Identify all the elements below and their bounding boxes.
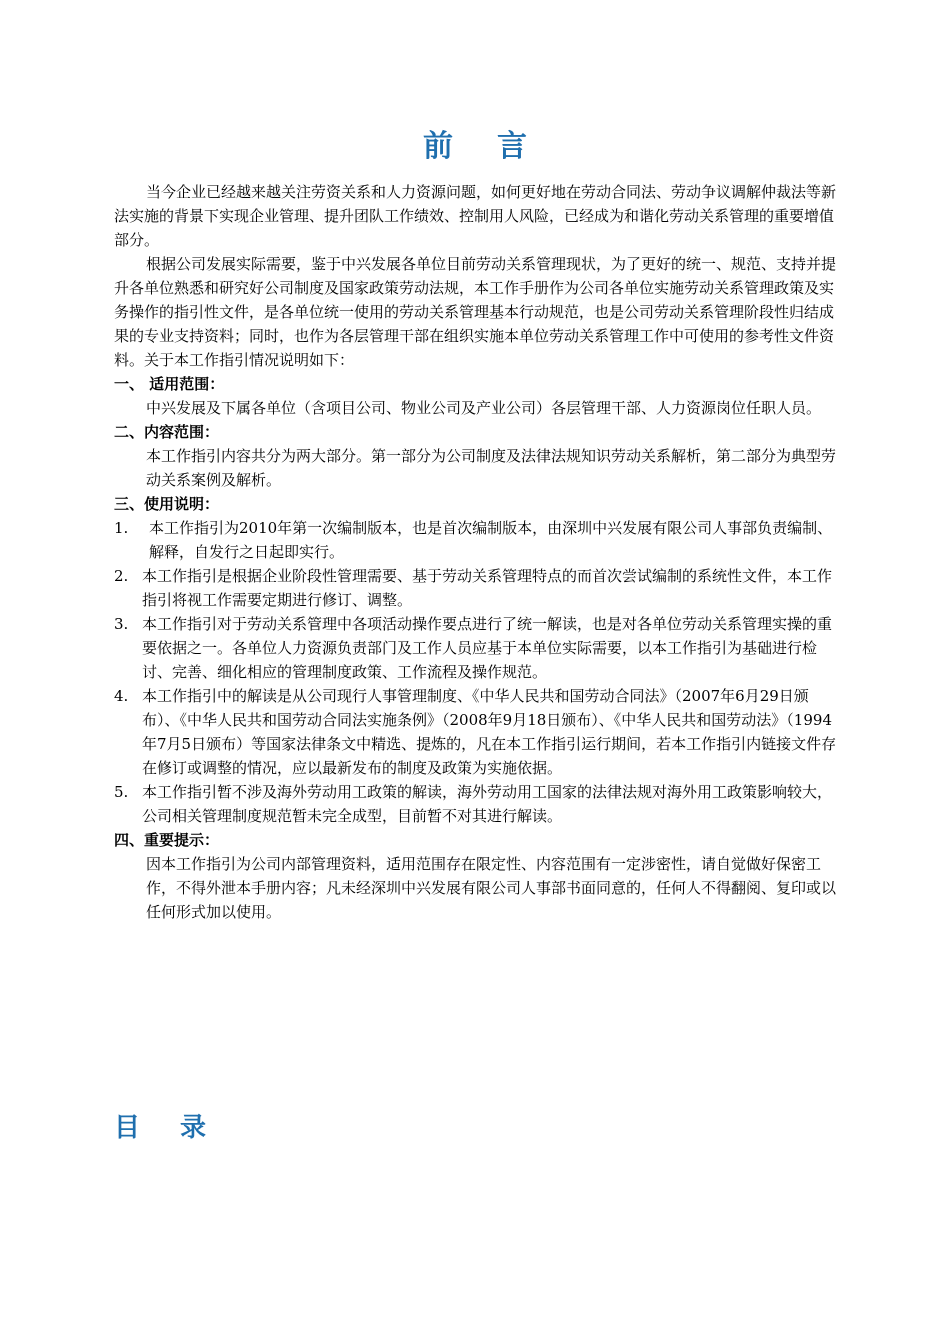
section-heading-content: 二、内容范围： bbox=[114, 423, 220, 441]
intro-paragraph-1: 当今企业已经越来越关注劳资关系和人力资源问题，如何更好地在劳动合同法、劳动争议调解仲裁法等新法实施的背景下实现企业管理、提升团队工作绩效、控制用人风险，已经成为和谐化劳动关系管理的重要增值部分。 bbox=[114, 183, 837, 249]
page-title: 前言 bbox=[423, 129, 571, 164]
list-item-text: 本工作指引为2010年第一次编制版本，也是首次编制版本，由深圳中兴发展有限公司人事部负责编制、解释，自发行之日起即实行。 bbox=[149, 519, 833, 561]
intro-paragraph-2: 根据公司发展实际需要，鉴于中兴发展各单位目前劳动关系管理现状，为了更好的统一、规范、支持并提升各单位熟悉和研究好公司制度及国家政策劳动法规，本工作手册作为公司各单位实施劳动关系管理政策及实务操作的指引性文件，是各单位统一使用的劳动关系管理基本行动规范，也是公司劳动关系管理阶段性归结成果的专业支持资料；同时，也作为各层管理干部在组织实施本单位劳动关系管理工作中可使用的参考性文件资料。关于本工作指引情况说明如下： bbox=[114, 255, 837, 369]
preface-content bbox=[114, 180, 839, 924]
list-item-number: 4. bbox=[114, 687, 129, 705]
list-item bbox=[114, 564, 839, 612]
list-item bbox=[114, 516, 839, 564]
section-text-content: 本工作指引内容共分为两大部分。第一部分为公司制度及法律法规知识劳动关系解析，第二部分为典型劳动关系案例及解析。 bbox=[146, 447, 837, 489]
section-heading-usage: 三、使用说明： bbox=[114, 495, 220, 513]
list-item-number: 5. bbox=[114, 783, 129, 801]
list-item bbox=[114, 780, 839, 828]
list-item-number: 1. bbox=[114, 519, 129, 537]
section-heading-scope: 一、 适用范围： bbox=[114, 375, 225, 393]
section-text-scope: 中兴发展及下属各单位（含项目公司、物业公司及产业公司）各层管理干部、人力资源岗位任职人员。 bbox=[146, 399, 822, 417]
section-text-notice: 因本工作指引为公司内部管理资料，适用范围存在限定性、内容范围有一定涉密性，请自觉做好保密工作，不得外泄本手册内容；凡未经深圳中兴发展有限公司人事部书面同意的，任何人不得翻阅、复印或以任何形式加以使用。 bbox=[146, 855, 837, 921]
list-item bbox=[114, 684, 839, 780]
list-item-number: 3. bbox=[114, 615, 129, 633]
toc-title: 目录 bbox=[114, 1113, 247, 1143]
list-item bbox=[114, 612, 839, 684]
list-item-text: 本工作指引是根据企业阶段性管理需要、基于劳动关系管理特点的而首次尝试编制的系统性文件，本工作指引将视工作需要定期进行修订、调整。 bbox=[142, 567, 833, 609]
list-item-number: 2. bbox=[114, 567, 129, 585]
list-item-text: 本工作指引中的解读是从公司现行人事管理制度、《中华人民共和国劳动合同法》（2007年6月29日颁布）、《中华人民共和国劳动合同法实施条例》（2008年9月18日颁布）、《中华人民共和国劳动法》（1994年7月5日颁布）等国家法律条文中精选、提炼的，凡在本工作指引运行期间，若本工作指引内链接文件存在修订或调整的情况，应以最新发布的制度及政策为实施依据。 bbox=[142, 687, 837, 777]
section-heading-notice: 四、重要提示： bbox=[114, 831, 220, 849]
list-item-text: 本工作指引对于劳动关系管理中各项活动操作要点进行了统一解读，也是对各单位劳动关系管理实操的重要依据之一。各单位人力资源负责部门及工作人员应基于本单位实际需要，以本工作指引为基础进行检讨、完善、细化相应的管理制度政策、工作流程及操作规范。 bbox=[142, 615, 833, 681]
list-item-text: 本工作指引暂不涉及海外劳动用工政策的解读，海外劳动用工国家的法律法规对海外用工政策影响较大，公司相关管理制度规范暂未完全成型，目前暂不对其进行解读。 bbox=[142, 783, 833, 825]
